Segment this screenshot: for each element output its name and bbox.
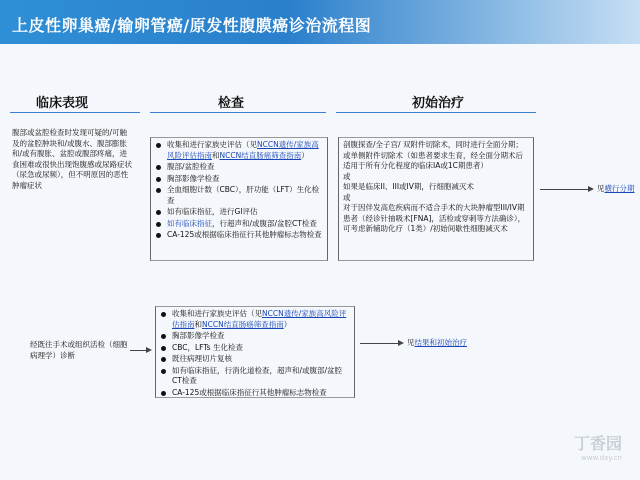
exam-item-text: ，行超声和/或腹部/盆腔CT检查 — [212, 218, 317, 228]
exam-item — [155, 219, 324, 230]
exam-list-2 — [160, 309, 351, 398]
clinical-presentation-text: 腹部或盆腔检查时发现可疑的/可触及的盆腔肿块和/或腹水、腹部膨胀和/或有腹胀、盆腔或腹部疼痛，进食困难或很快出现饱腹感或尿路症状（尿急或尿频），但不明原因的恶性肿瘤症状 — [12, 128, 132, 190]
nccn-genetic-link[interactable]: NCCN遗传/家族高风险评估指南 — [167, 140, 319, 160]
clinical-heading-rule — [10, 112, 140, 113]
see-prefix: 见 — [597, 184, 605, 193]
watermark — [574, 431, 622, 462]
column-heading-initial: 初始治疗 — [412, 96, 465, 111]
exam-item: 全血细胞计数（CBC），肝功能（LFT）生化检查 — [155, 185, 324, 206]
nccn-colorectal-link[interactable]: NCCN结直肠癌筛查指南 — [202, 319, 284, 329]
treatment-text: 如果是临床II、III或IV期，行细胞减灭术 — [343, 182, 474, 191]
page-title: 上皮性卵巢癌/输卵管癌/原发性腹膜癌诊治流程图 — [12, 16, 372, 35]
watermark-brand: 丁香园 — [573, 434, 622, 453]
exam-item: 胸部影像学检查 — [160, 331, 351, 342]
exam-box-1 — [150, 137, 328, 261]
arrow-line-3 — [360, 343, 400, 344]
exam-heading-rule — [150, 112, 326, 113]
arrow-line-1 — [540, 189, 590, 190]
nccn-colorectal-link[interactable]: NCCN结直肠癌筛查指南 — [219, 150, 302, 160]
see-prefix: 见 — [407, 338, 415, 347]
exam-item-text: ） — [283, 319, 292, 329]
exam-item — [160, 309, 351, 330]
results-treatment-link[interactable]: 结果和初始治疗 — [414, 338, 467, 347]
arrow-right-icon — [398, 340, 404, 346]
arrow-right-icon — [588, 186, 594, 192]
exam-item-text: ） — [301, 150, 309, 160]
exam-item: 腹部/盆腔检查 — [155, 162, 324, 173]
exam-item: CBC，LFTs 生化检查 — [160, 343, 351, 354]
exam-item — [155, 140, 324, 161]
see-results-ref — [407, 338, 467, 349]
exam-box-2 — [155, 306, 355, 398]
staging-link[interactable]: 横行分期 — [604, 184, 635, 193]
watermark-url: www.dxy.cn — [581, 454, 622, 462]
initial-heading-rule — [336, 112, 536, 113]
exam-item-text: 收集和进行家族史评估（见 — [167, 140, 257, 149]
arrow-right-icon — [146, 347, 152, 353]
treatment-or: 或 — [343, 171, 351, 181]
exam-item-text: 收集和进行家族史评估（见 — [172, 309, 262, 318]
exam-item: 胸部影像学检查 — [155, 174, 324, 185]
see-staging-ref — [597, 184, 635, 195]
treatment-text: 剖腹探查/全子宫/ 双附件切除术，同时进行全面分期；或单侧附件切除术（如患者要求生育，经全面分期术后适用于所有分化程度的临床IA或1C期患者） — [343, 140, 523, 170]
treatment-box-1 — [338, 137, 534, 261]
exam-item-text: 和 — [194, 319, 202, 329]
treatment-text: 对于因伴发高危疾病而不适合手术的大块肿瘤型III/IV期患者（经诊针抽吸术[FNA]，活检或穿刺等方法确诊），可考虑新辅助化疗（1类）/初始间歇性细胞减灭术 — [343, 203, 526, 233]
exam-item-highlight: 如有临床指征 — [167, 218, 212, 228]
exam-item: 如有临床指征，行消化道检查，超声和/或腹部/盆腔CT检查 — [160, 366, 351, 387]
clinical-presentation-text-2: 经既往手术或组织活检（细胞病理学）诊断 — [30, 340, 128, 360]
column-heading-exam: 检查 — [218, 96, 245, 111]
exam-item-text: 和 — [212, 150, 220, 160]
arrow-line-2 — [130, 350, 147, 351]
exam-item: CA-125或根据临床指征行其他肿瘤标志物检查 — [155, 230, 324, 241]
treatment-or: 或 — [343, 192, 351, 202]
nccn-genetic-link[interactable]: NCCN遗传/家族高风险评估指南 — [172, 309, 347, 329]
exam-list-1 — [155, 140, 324, 241]
exam-item: 既往病理切片复核 — [160, 354, 351, 365]
exam-item: 如有临床指征，进行GI评估 — [155, 207, 324, 218]
column-heading-clinical: 临床表现 — [36, 96, 89, 111]
exam-item: CA-125或根据临床指征行其他肿瘤标志物检查 — [160, 388, 351, 399]
